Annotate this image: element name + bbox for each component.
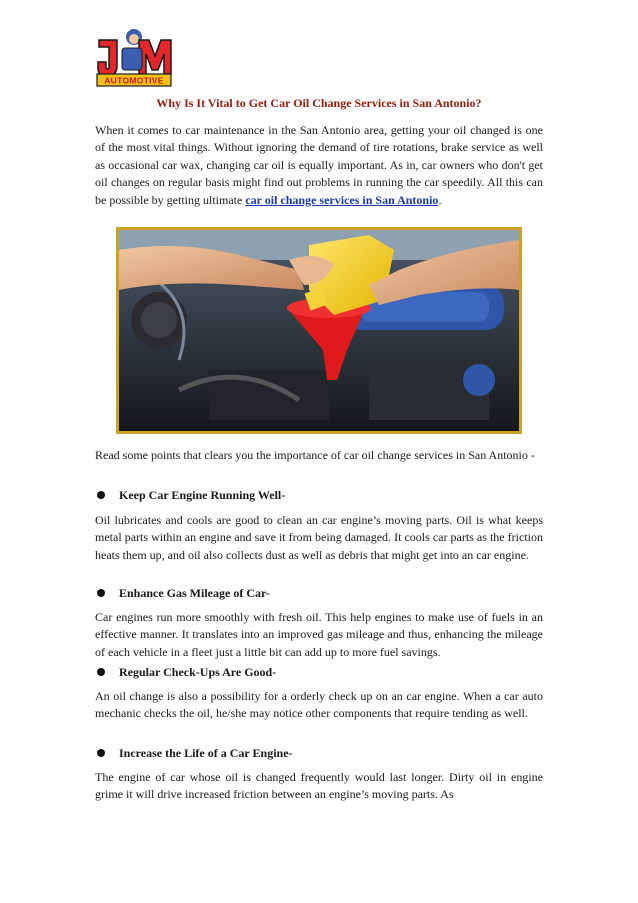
section-body-1: Oil lubricates and cools are good to clean an car engine’s moving parts. Oil is what keeps metal parts within an engine and save it from being damaged. It cools car parts as the friction heats them up, and oil also collects dust as well as debris that might get into an car engine. <box>95 513 543 562</box>
intro-paragraph <box>95 122 543 209</box>
section-body-4: The engine of car whose oil is changed frequently would last longer. Dirty oil in engine grime it will drive increased friction between an engine’s moving parts. As <box>95 770 543 802</box>
oil-change-services-link[interactable]: car oil change services in San Antonio <box>245 192 439 207</box>
svg-text:AUTOMOTIVE: AUTOMOTIVE <box>104 75 164 86</box>
bullet-icon <box>97 668 105 676</box>
intro-end: . <box>438 192 442 207</box>
section-body-2: Car engines run more smoothly with fresh oil. This help engines to make use of fuels in an effective manner. It translates into an improved gas mileage and thus, enhancing the mileage of each vehicle in a fleet just a little bit can add up to more fuel savings. <box>95 610 543 659</box>
bullet-icon <box>97 749 105 757</box>
bullet-icon <box>97 491 105 499</box>
jm-automotive-logo <box>95 26 173 88</box>
oil-change-photo <box>116 227 522 434</box>
lead-in-paragraph: Read some points that clears you the importance of car oil change services in San Antonio - <box>95 448 535 462</box>
section-heading-label: Keep Car Engine Running Well- <box>119 488 286 502</box>
document-title: Why Is It Vital to Get Car Oil Change Services in San Antonio? <box>156 96 482 110</box>
bullet-icon <box>97 589 105 597</box>
intro-text: When it comes to car maintenance in the San Antonio area, getting your oil changed is one of the most vital things. Without ignoring the demand of tire rotations, brake service as well as occasional car wax, changing car oil is equally important. As in, car owners who don't get oil changes on regular basis might find out problems in running the car speedily. All this can be possible by getting ultimate <box>95 123 543 207</box>
section-body-3: An oil change is also a possibility for a orderly check up on an car engine. When a car auto mechanic checks the oil, he/she may notice other components that require tending as well. <box>95 689 543 721</box>
section-heading-label: Increase the Life of a Car Engine- <box>119 746 293 760</box>
section-heading-label: Enhance Gas Mileage of Car- <box>119 586 270 600</box>
section-heading-label: Regular Check-Ups Are Good- <box>119 665 277 679</box>
